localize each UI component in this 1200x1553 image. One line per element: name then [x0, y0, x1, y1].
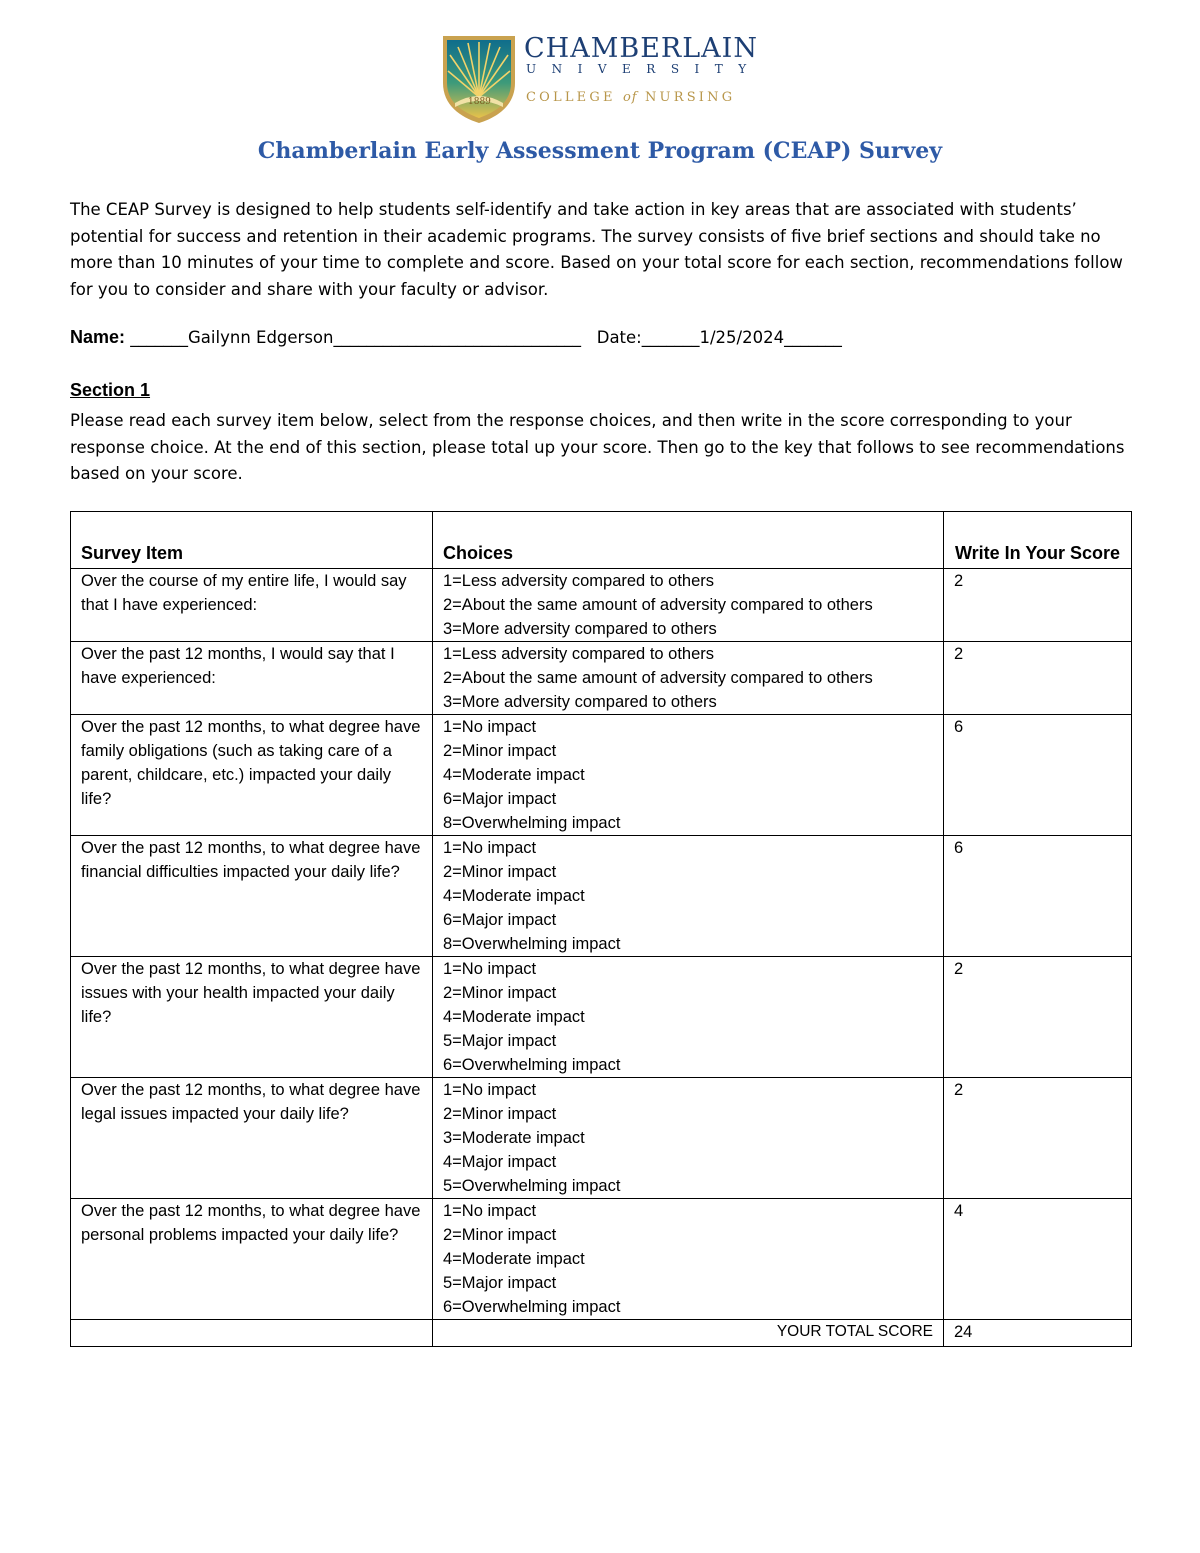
choice-option: 8=Overwhelming impact — [443, 814, 621, 832]
table-row — [71, 569, 1132, 642]
choice-option: 2=Minor impact — [443, 863, 557, 881]
score-cell[interactable]: 2 — [944, 569, 1132, 642]
choice-option: 1=No impact — [443, 839, 537, 857]
survey-item-cell: Over the past 12 months, to what degree have family obligations (such as taking care of a parent, childcare, etc.) impacted your daily life? — [71, 715, 433, 836]
choice-option: 2=Minor impact — [443, 1105, 557, 1123]
header-choices: Choices — [433, 512, 944, 569]
table-header-row — [71, 512, 1132, 569]
choice-option: 3=More adversity compared to others — [443, 620, 717, 638]
choice-option: 6=Major impact — [443, 790, 557, 808]
choice-option: 4=Moderate impact — [443, 1008, 585, 1026]
name-date-line — [70, 327, 1150, 348]
header-score: Write In Your Score — [944, 512, 1132, 569]
choice-option: 1=No impact — [443, 1081, 537, 1099]
score-cell[interactable]: 2 — [944, 642, 1132, 715]
choices-cell — [433, 642, 944, 715]
score-cell[interactable]: 4 — [944, 1199, 1132, 1320]
choice-option: 2=Minor impact — [443, 742, 557, 760]
total-score[interactable]: 24 — [944, 1320, 1132, 1347]
choice-option: 1=Less adversity compared to others — [443, 572, 715, 590]
choice-option: 3=Moderate impact — [443, 1129, 585, 1147]
survey-item-cell: Over the past 12 months, to what degree have financial difficulties impacted your daily life? — [71, 836, 433, 957]
date-label: Date: — [596, 328, 642, 347]
choice-option: 5=Major impact — [443, 1274, 557, 1292]
survey-item-cell: Over the course of my entire life, I would say that I have experienced: — [71, 569, 433, 642]
choice-option: 3=More adversity compared to others — [443, 693, 717, 711]
choices-cell — [433, 836, 944, 957]
choices-cell — [433, 1199, 944, 1320]
choice-option: 4=Moderate impact — [443, 887, 585, 905]
page-title: Chamberlain Early Assessment Program (CEAP) Survey — [257, 138, 943, 164]
choice-option: 2=About the same amount of adversity compared to others — [443, 669, 873, 687]
total-row — [71, 1320, 1132, 1347]
date-field[interactable]: _______1/25/2024_______ — [641, 328, 842, 347]
total-label: YOUR TOTAL SCORE — [433, 1320, 944, 1347]
shield-icon — [440, 33, 518, 125]
score-cell[interactable]: 2 — [944, 1078, 1132, 1199]
survey-item-cell: Over the past 12 months, to what degree have issues with your health impacted your daily life? — [71, 957, 433, 1078]
logo-university: UNIVERSITY — [526, 62, 762, 76]
survey-table — [70, 511, 1132, 1347]
logo-year: 1889 — [468, 97, 491, 107]
logo-college: COLLEGE of NURSING — [526, 90, 736, 105]
choice-option: 1=No impact — [443, 718, 537, 736]
section-instructions: Please read each survey item below, select from the response choices, and then write in the score corresponding to your response choice. At the end of this section, please total up your score. Then go to the key that follows to see recommendations based on your score. — [70, 411, 1125, 483]
choice-option: 4=Moderate impact — [443, 766, 585, 784]
table-row — [71, 1078, 1132, 1199]
choice-option: 6=Overwhelming impact — [443, 1056, 621, 1074]
choices-cell — [433, 715, 944, 836]
survey-item-cell: Over the past 12 months, to what degree have legal issues impacted your daily life? — [71, 1078, 433, 1199]
header-survey-item: Survey Item — [71, 512, 433, 569]
section-heading: Section 1 — [70, 380, 151, 400]
table-row — [71, 957, 1132, 1078]
intro-paragraph: The CEAP Survey is designed to help students self-identify and take action in key areas that are associated with students’ potential for success and retention in their academic programs. The survey consists of five brief sections and should take no more than 10 minutes of your time to complete and score. Based on your total score for each section, recommendations follow for you to consider and share with your faculty or advisor. — [70, 200, 1123, 299]
choice-option: 2=Minor impact — [443, 1226, 557, 1244]
table-row — [71, 642, 1132, 715]
score-cell[interactable]: 2 — [944, 957, 1132, 1078]
chamberlain-logo — [440, 33, 770, 125]
survey-item-cell: Over the past 12 months, to what degree have personal problems impacted your daily life? — [71, 1199, 433, 1320]
choices-cell — [433, 957, 944, 1078]
choice-option: 1=No impact — [443, 1202, 537, 1220]
choices-cell — [433, 1078, 944, 1199]
name-label: Name: — [70, 327, 126, 347]
table-row — [71, 715, 1132, 836]
choice-option: 1=No impact — [443, 960, 537, 978]
choice-option: 1=Less adversity compared to others — [443, 645, 715, 663]
survey-item-cell: Over the past 12 months, I would say that I have experienced: — [71, 642, 433, 715]
choice-option: 6=Overwhelming impact — [443, 1298, 621, 1316]
choice-option: 5=Overwhelming impact — [443, 1177, 621, 1195]
logo-name: CHAMBERLAIN — [524, 33, 758, 64]
total-empty-cell — [71, 1320, 433, 1347]
choice-option: 6=Major impact — [443, 911, 557, 929]
choice-option: 2=Minor impact — [443, 984, 557, 1002]
table-row — [71, 1199, 1132, 1320]
choice-option: 5=Major impact — [443, 1032, 557, 1050]
table-row — [71, 836, 1132, 957]
choices-cell — [433, 569, 944, 642]
choice-option: 4=Moderate impact — [443, 1250, 585, 1268]
score-cell[interactable]: 6 — [944, 836, 1132, 957]
name-field[interactable]: _______Gailynn Edgerson______________________________ — [125, 328, 581, 347]
choice-option: 4=Major impact — [443, 1153, 557, 1171]
choice-option: 2=About the same amount of adversity compared to others — [443, 596, 873, 614]
score-cell[interactable]: 6 — [944, 715, 1132, 836]
choice-option: 8=Overwhelming impact — [443, 935, 621, 953]
